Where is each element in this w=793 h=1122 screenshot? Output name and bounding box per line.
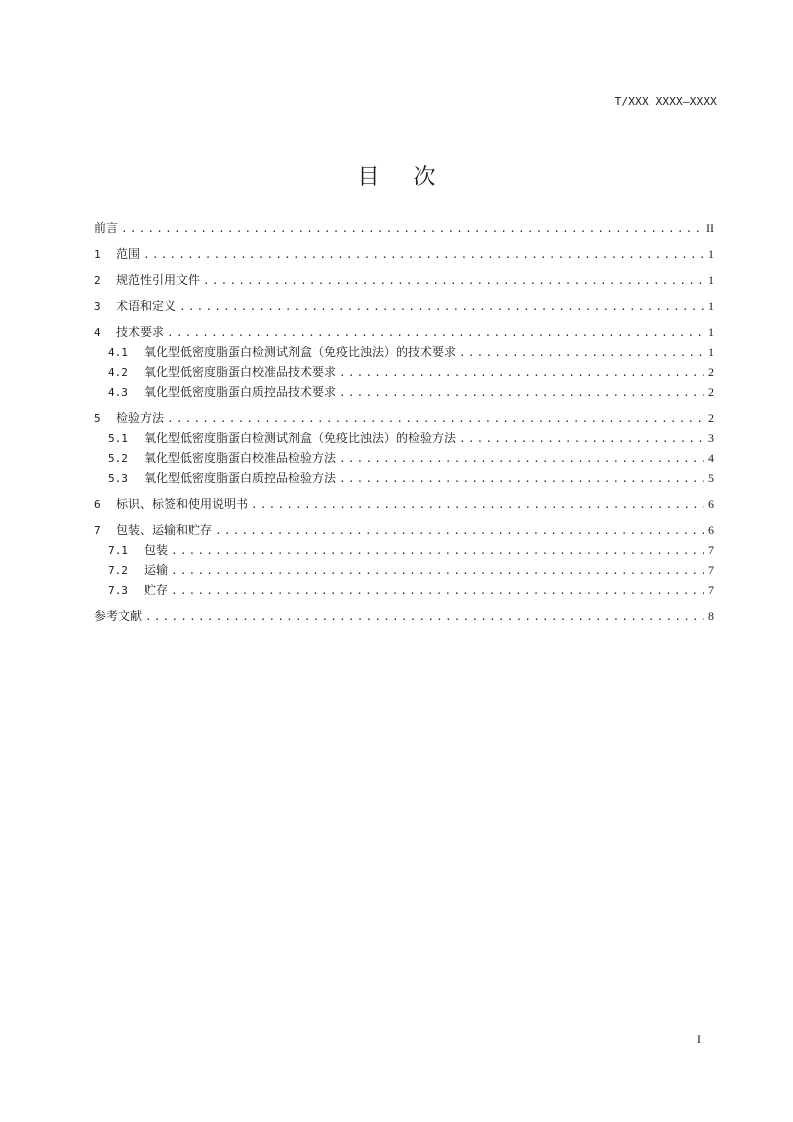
toc-entry[interactable] bbox=[94, 296, 714, 316]
toc-entry-label: 氧化型低密度脂蛋白质控品检验方法 bbox=[144, 471, 337, 485]
toc-dot-leader bbox=[171, 581, 704, 601]
toc-entry[interactable] bbox=[94, 520, 714, 540]
toc-entry[interactable] bbox=[94, 540, 714, 560]
toc-entry[interactable] bbox=[94, 362, 714, 382]
toc-entry-page: 1 bbox=[708, 299, 714, 313]
toc-dot-leader bbox=[339, 449, 704, 469]
toc-entry-number: 4.2 bbox=[108, 366, 128, 379]
toc-entry-page: 7 bbox=[708, 583, 714, 597]
toc-entry-number: 7.3 bbox=[108, 584, 128, 597]
toc-entry-label: 包装、运输和贮存 bbox=[116, 523, 213, 537]
toc-entry-number: 5.3 bbox=[108, 472, 128, 485]
toc-dot-leader bbox=[459, 429, 704, 449]
toc-dot-leader bbox=[171, 541, 704, 561]
toc-entry-number: 4.1 bbox=[108, 346, 128, 359]
toc-entry-number: 7.2 bbox=[108, 564, 128, 577]
toc-dot-leader bbox=[167, 323, 704, 343]
toc-entry-page: 5 bbox=[708, 471, 714, 485]
toc-entry-page: 6 bbox=[708, 497, 714, 511]
toc-dot-leader bbox=[171, 561, 704, 581]
toc-entry-number: 6 bbox=[94, 498, 101, 511]
toc-entry[interactable] bbox=[94, 270, 714, 290]
toc-entry-page: 7 bbox=[708, 563, 714, 577]
toc-entry-number: 2 bbox=[94, 274, 101, 287]
toc-entry[interactable] bbox=[94, 382, 714, 402]
toc-entry-label: 氧化型低密度脂蛋白质控品技术要求 bbox=[144, 385, 337, 399]
toc-entry-label: 术语和定义 bbox=[116, 299, 177, 313]
toc-entry[interactable] bbox=[94, 606, 714, 626]
footer-page-number: I bbox=[697, 1032, 701, 1046]
toc-entry-page: 2 bbox=[708, 365, 714, 379]
toc-entry-page: 4 bbox=[708, 451, 714, 465]
toc-entry-page: 1 bbox=[708, 325, 714, 339]
toc-entry-label: 运输 bbox=[144, 563, 169, 577]
toc-entry-number: 5 bbox=[94, 412, 101, 425]
toc-dot-leader bbox=[121, 219, 704, 239]
toc-entry[interactable] bbox=[94, 408, 714, 428]
toc-dot-leader bbox=[145, 607, 704, 627]
toc-entry-page: 3 bbox=[708, 431, 714, 445]
toc-dot-leader bbox=[203, 271, 704, 291]
toc-entry-page: 7 bbox=[708, 543, 714, 557]
document-code: T/XXX XXXX—XXXX bbox=[614, 95, 717, 108]
toc-entry-label: 氧化型低密度脂蛋白检测试剂盒（免疫比浊法）的检验方法 bbox=[144, 431, 457, 445]
toc-entry[interactable] bbox=[94, 322, 714, 342]
toc-entry-number: 7.1 bbox=[108, 544, 128, 557]
toc-entry[interactable] bbox=[94, 342, 714, 362]
toc-entry-number: 4 bbox=[94, 326, 101, 339]
toc-entry-label: 规范性引用文件 bbox=[116, 273, 201, 287]
toc-entry-page: 1 bbox=[708, 273, 714, 287]
toc-entry-number: 3 bbox=[94, 300, 101, 313]
toc-entry-page: 1 bbox=[708, 345, 714, 359]
toc-entry-page: II bbox=[706, 221, 714, 235]
toc-entry-label: 参考文献 bbox=[94, 609, 143, 623]
toc-entry-label: 氧化型低密度脂蛋白校准品检验方法 bbox=[144, 451, 337, 465]
toc-entry[interactable] bbox=[94, 580, 714, 600]
toc-entry-label: 标识、标签和使用说明书 bbox=[116, 497, 249, 511]
toc-entry-number: 4.3 bbox=[108, 386, 128, 399]
toc-entry-label: 检验方法 bbox=[116, 411, 165, 425]
toc-dot-leader bbox=[251, 495, 704, 515]
toc-entry-label: 前言 bbox=[94, 221, 119, 235]
toc-entry[interactable] bbox=[94, 428, 714, 448]
toc-entry-number: 5.1 bbox=[108, 432, 128, 445]
toc-dot-leader bbox=[179, 297, 704, 317]
toc-dot-leader bbox=[339, 363, 704, 383]
toc-entry-label: 氧化型低密度脂蛋白检测试剂盒（免疫比浊法）的技术要求 bbox=[144, 345, 457, 359]
toc-entry-page: 8 bbox=[708, 609, 714, 623]
toc-dot-leader bbox=[339, 383, 704, 403]
toc-dot-leader bbox=[215, 521, 704, 541]
toc-entry[interactable] bbox=[94, 218, 714, 238]
toc-entry-page: 1 bbox=[708, 247, 714, 261]
toc-entry-page: 2 bbox=[708, 385, 714, 399]
toc-entry-label: 技术要求 bbox=[116, 325, 165, 339]
toc-dot-leader bbox=[167, 409, 704, 429]
toc-entry[interactable] bbox=[94, 244, 714, 264]
toc-entry-label: 贮存 bbox=[144, 583, 169, 597]
toc-entry-label: 范围 bbox=[116, 247, 141, 261]
toc-entry-page: 6 bbox=[708, 523, 714, 537]
toc-entry-number: 1 bbox=[94, 248, 101, 261]
toc-entry[interactable] bbox=[94, 448, 714, 468]
toc-dot-leader bbox=[339, 469, 704, 489]
toc-entry-number: 7 bbox=[94, 524, 101, 537]
table-of-contents bbox=[94, 218, 714, 626]
toc-entry-label: 包装 bbox=[144, 543, 169, 557]
toc-dot-leader bbox=[143, 245, 704, 265]
toc-entry-label: 氧化型低密度脂蛋白校准品技术要求 bbox=[144, 365, 337, 379]
toc-dot-leader bbox=[459, 343, 704, 363]
toc-entry[interactable] bbox=[94, 494, 714, 514]
toc-entry-page: 2 bbox=[708, 411, 714, 425]
toc-entry-number: 5.2 bbox=[108, 452, 128, 465]
toc-entry[interactable] bbox=[94, 468, 714, 488]
page-title: 目次 bbox=[357, 165, 470, 190]
toc-entry[interactable] bbox=[94, 560, 714, 580]
